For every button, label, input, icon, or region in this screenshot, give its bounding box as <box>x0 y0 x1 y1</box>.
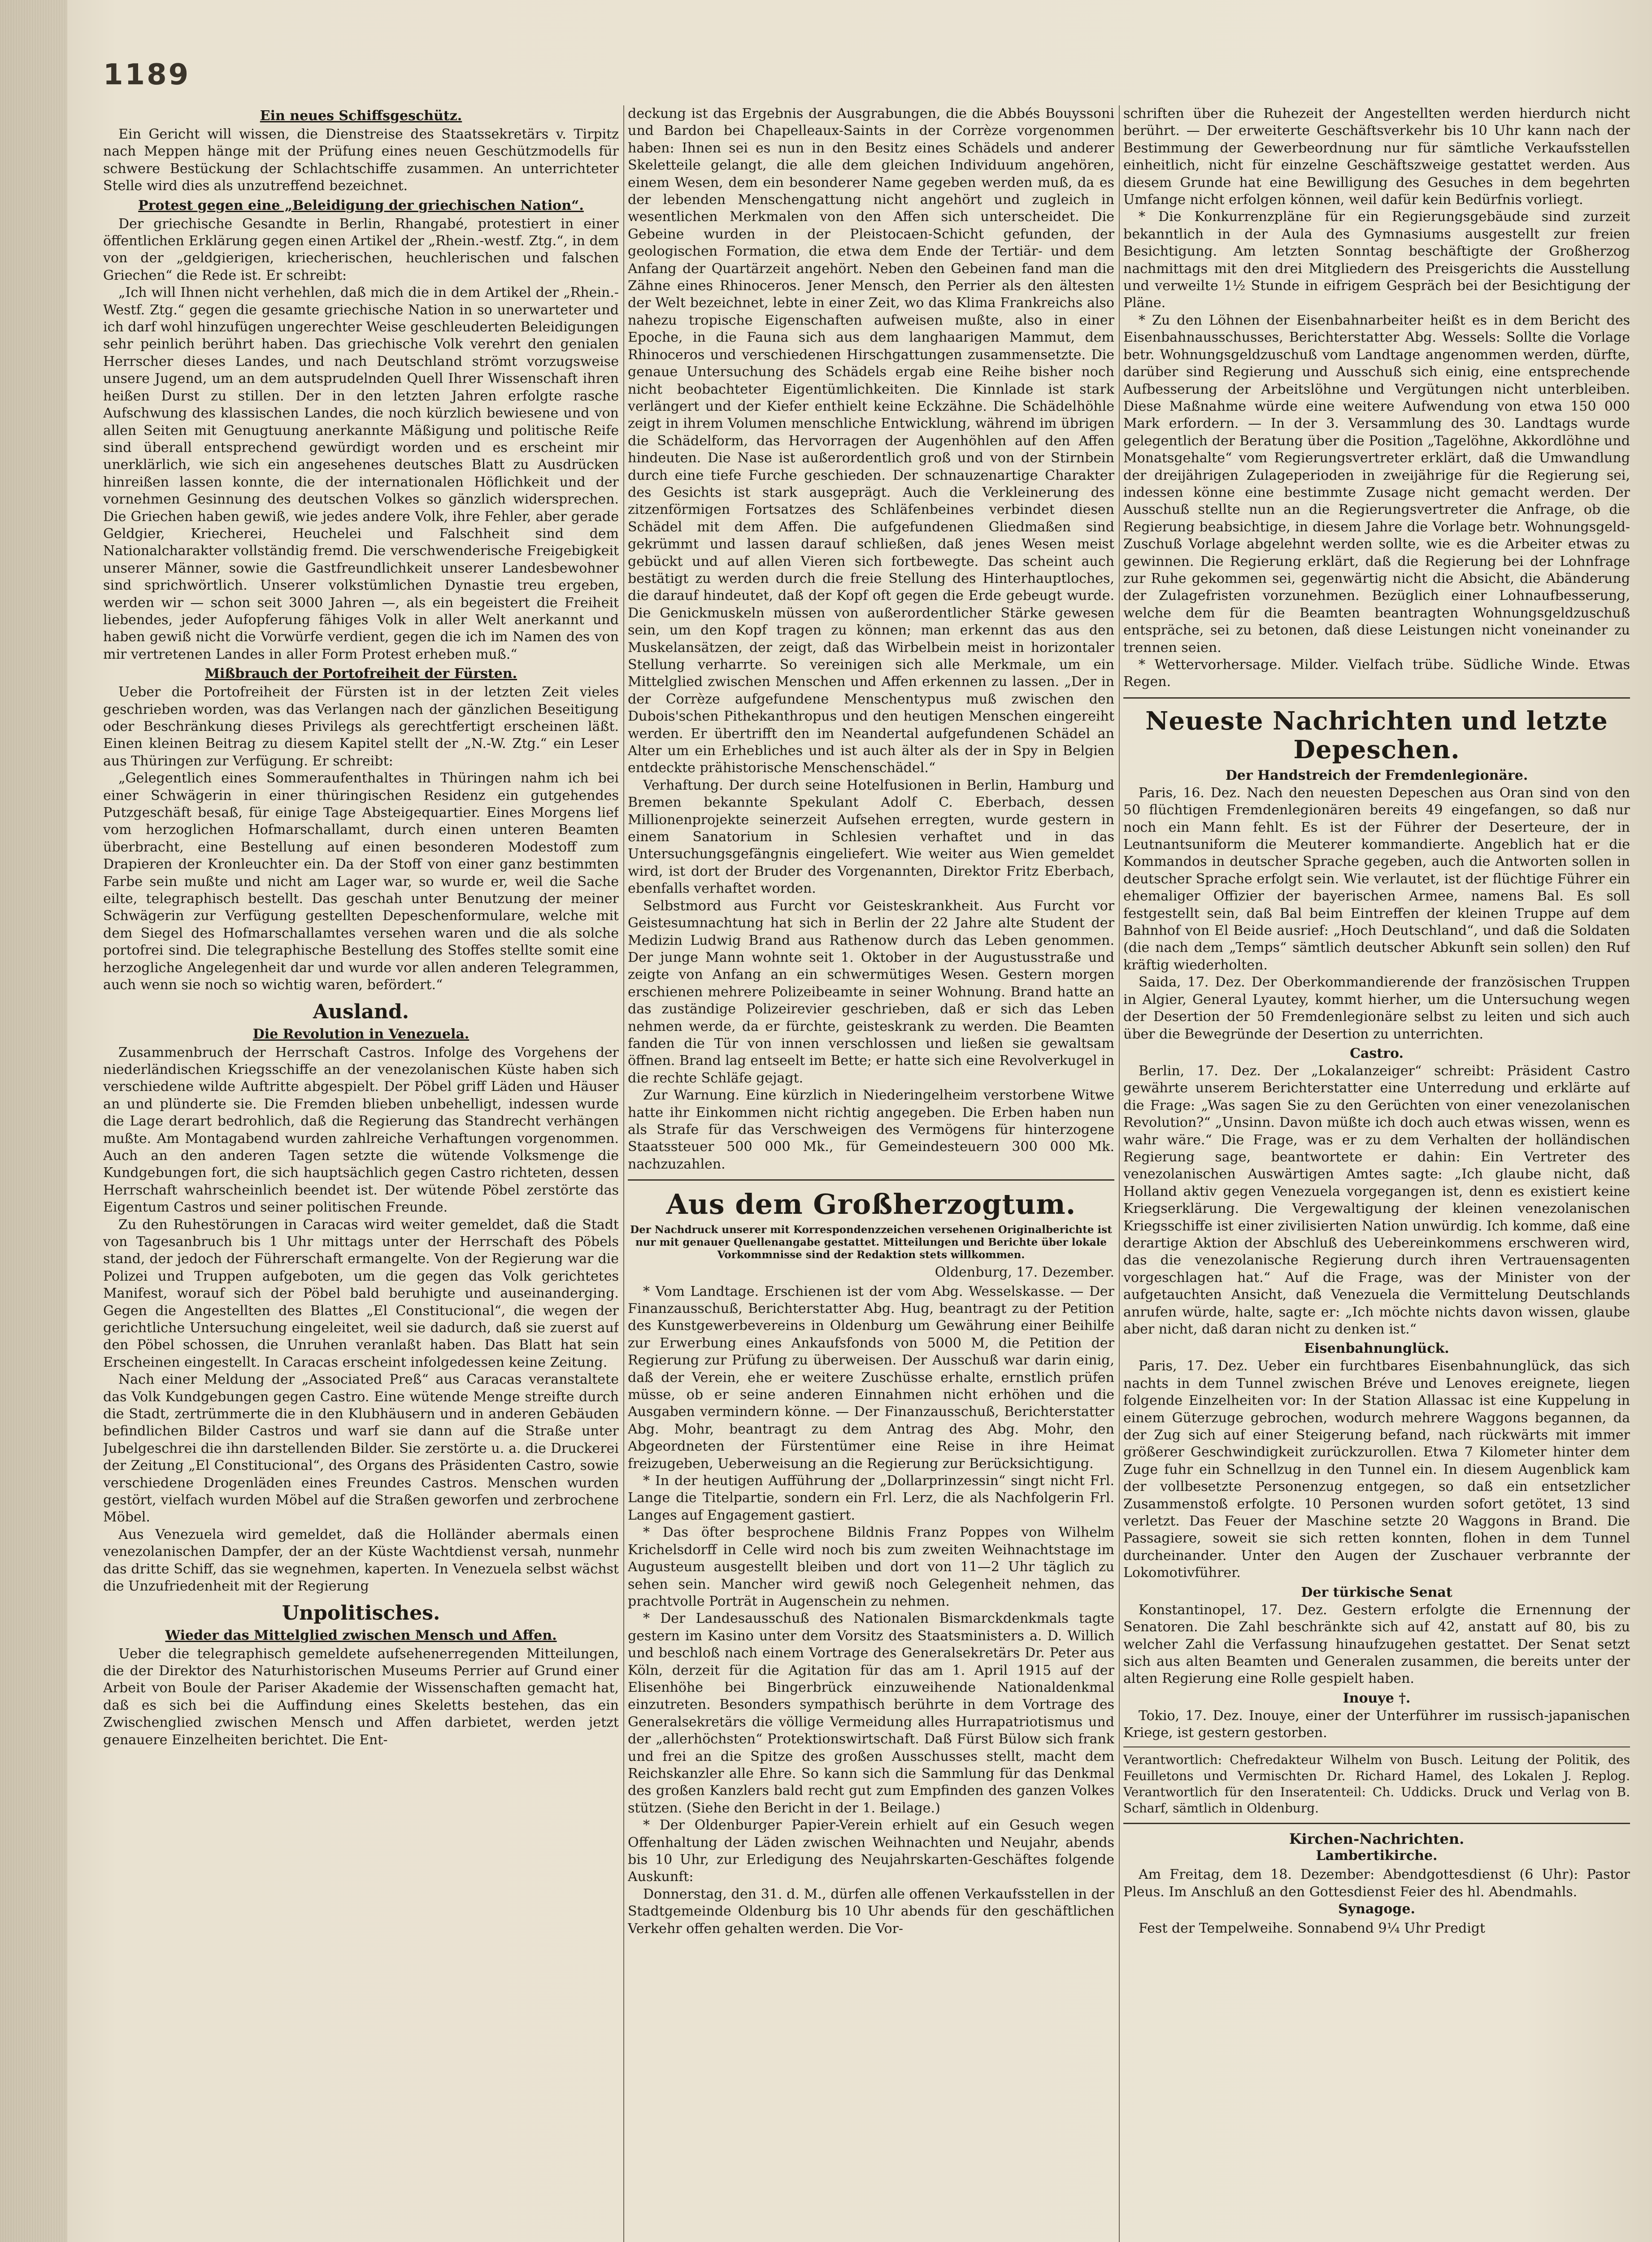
article-text: Paris, 17. Dez. Ueber ein furchtbares Eisenbahnunglück, das sich nachts in dem Tunnel zwischen Bréve und Lenoves ereignete, liegen folgende Einzelheiten vor: In der Station Allassac ist eine Kuppelung in einem Güterzuge gebrochen, wodurch mehrere Waggons begannen, da der Zug sich auf einer Steigerung befand, nach rückwärts mit immer größerer Geschwindigkeit zurückzurollen. Etwa 7 Kilometer hinter dem Zuge fuhr ein Schnellzug in den Tunnel ein. In diesem Augenblick kam der vollbesetzte Personenzug entgegen, so daß ein entsetzlicher Zusammenstoß erfolgte. 10 Personen wurden sofort getötet, 13 sind verletzt. Das Feuer der Maschine setzte 20 Waggons in Brand. Die Passagiere, soweit sie sich retten konnten, flohen in dem Tunnel durcheinander. Unter den Augen der Zuschauer verbrannte der Lokomotivführer. <box>1123 1358 1630 1581</box>
church-name: Lambertikirche. <box>1316 1847 1438 1864</box>
reprint-notice: Der Nachdruck unserer mit Korrespondenzzeichen versehenen Originalberichte ist nur mit genauer Quellenangabe gestattet. Mitteilungen und Berichte über lokale Vorkommnisse sind der Redaktion stets willkommen. <box>630 1224 1112 1261</box>
article-text: Ueber die Portofreiheit der Fürsten ist in der letzten Zeit vieles geschrieben worden, was das Verlangen nach der gänzlichen Beseitigung oder Beschränkung dieses Privilegs als gerechtfertigt erscheinen läßt. Einen kleinen Beitrag zu diesem Kapitel stellt der „N.-W. Ztg.“ ein Leser aus Thüringen zur Verfügung. Er schreibt: <box>103 684 619 769</box>
article-text: Tokio, 17. Dez. Inouye, einer der Unterführer im russisch-japanischen Kriege, ist gestern gestorben. <box>1123 1708 1630 1741</box>
article-title: Castro. <box>1350 1045 1404 1061</box>
column-rule <box>623 105 624 2242</box>
article-text: Ein Gericht will wissen, die Dienstreise des Staatssekretärs v. Tirpitz nach Meppen hänge mit der Prüfung eines neuen Geschützmodells für schwere Bestückung der Schlachtschiffe zusammen. An unterrichteter Stelle wird dies als unzutreffend bezeichnet. <box>103 126 619 194</box>
dateline: Oldenburg, 17. Dezember. <box>935 1264 1114 1281</box>
article-title: Wieder das Mittelglied zwischen Mensch und Affen. <box>165 1627 557 1643</box>
article-text: Donnerstag, den 31. d. M., dürfen alle offenen Verkaufsstellen in der Stadtgemeinde Oldenburg bis 10 Uhr abends für den geschäftlichen Verkehr offen gehalten werden. Die Vor- <box>628 1886 1114 1937</box>
article-text: „Ich will Ihnen nicht verhehlen, daß mich die in dem Artikel der „Rhein.-Westf. Ztg.“ gegen die gesamte griechische Nation in so unerwarteter und ich darf wohl hinzufügen ungerechter Weise geschleuderten Beleidigungen sehr peinlich berührt haben. Das griechische Volk verehrt den genialen Herrscher dieses Landes, und nach Deutschland strömt vorzugsweise unsere Jugend, um an dem autsprudelnden Quell Ihrer Wissenschaft ihren heißen Durst zu stillen. Der in den letzten Jahren erfolgte rasche Aufschwung des klassischen Landes, die noch kürzlich bewiesene und von allen Seiten mit Genugtuung anerkannte Mäßigung und politische Reife sind überall entsprechend gewürdigt worden und es erscheint mir unerklärlich, wie sich ein angesehenes deutsches Blatt zu Ausdrücken hinreißen lassen konnte, die der internationalen Höflichkeit und der vornehmen Gesinnung des deutschen Volkes so gänzlich widersprechen. Die Griechen haben gewiß, wie jedes andere Volk, ihre Fehler, aber gerade Geldgier, Kriecherei, Heuchelei und Falschheit sind dem Nationalcharakter vollständig fremd. Die verschwenderische Freigebigkeit unserer Männer, sowie die Gastfreundlichkeit unserer Landesbewohner sind sprichwörtlich. Unserer volkstümlichen Dynastie treu ergeben, werden wir — schon seit 3000 Jahren —, als ein begeistert die Freiheit liebendes, jeder Aufopferung fähiges Volk in aller Welt anerkannt und haben gewiß nicht die Vorwürfe verdient, gegen die ich im Namen des von mir vertretenen Landes in aller Form Protest erheben muß.“ <box>103 285 619 662</box>
article-title: Ein neues Schiffsgeschütz. <box>260 108 462 124</box>
article-text: * Der Oldenburger Papier-Verein erhielt auf ein Gesuch wegen Offenhaltung der Läden zwischen Weihnachten und Neujahr, abends bis 10 Uhr, zur Erledigung des Neujahrskarten-Geschäftes folgende Auskunft: <box>628 1817 1114 1885</box>
section-divider <box>628 1179 1114 1181</box>
article-title: Mißbrauch der Portofreiheit der Fürsten. <box>204 666 517 682</box>
article-text: * In der heutigen Aufführung der „Dollarprinzessin“ singt nicht Frl. Lange die Titelpartie, sondern ein Frl. Lerz, die als Nachfolgerin Frl. Langes auf Engagement gastiert. <box>628 1473 1114 1523</box>
article-text: Konstantinopel, 17. Dez. Gestern erfolgte die Ernennung der Senatoren. Die Zahl beschränkte sich auf 42, anstatt auf 80, bis zu welcher Zahl die Verfassung hinaufzugehen gestattet. Der Senat setzt sich aus alten Beamten und Generalen zusammen, die bereits unter der alten Regierung eine Rolle gespielt haben. <box>1123 1602 1630 1687</box>
section-divider <box>1123 697 1630 699</box>
section-heading-neueste-nachrichten: Neueste Nachrichten und letzte Depeschen. <box>1145 706 1608 765</box>
article-title: Der Handstreich der Fremdenlegionäre. <box>1225 767 1528 783</box>
article-text: Aus Venezuela wird gemeldet, daß die Holländer abermals einen venezolanischen Dampfer, der an der Küste Wachtdienst versah, nunmehr das dritte Schiff, das sie wegnehmen, kaperten. In Venezuela selbst wächst die Unzufriedenheit mit der Regierung <box>103 1526 619 1595</box>
column-2 <box>628 105 1114 2242</box>
article-text: schriften über die Ruhezeit der Angestellten werden hierdurch nicht berührt. — Der erweiterte Geschäftsverkehr bis 10 Uhr kann nach der Bestimmung der Gewerbeordnung nur für sämtliche Verkaufsstellen einheitlich, nicht für einzelne Geschäftszweige gestattet werden. Aus diesem Grunde hat eine Bewilligung des Gesuches in dem begehrten Umfange nicht erfolgen können, weil dafür kein Bedürfnis vorliegt. <box>1123 106 1630 208</box>
section-heading-unpolitisches: Unpolitisches. <box>282 1601 440 1625</box>
article-text: * Vom Landtage. Erschienen ist der vom Abg. Wesselskasse. — Der Finanzausschuß, Berichterstatter Abg. Hug, beantragt zu der Petition des Kunstgewerbevereins in Oldenburg um Gewährung einer Beihilfe zur Erwerbung eines Ankaufsfonds von 5000 M, die Petition der Regierung zur Prüfung zu überweisen. Der Ausschuß war darin einig, daß der Verein, ehe er weitere Zuschüsse erhalte, ernstlich prüfen müsse, ob er seine anderen Einnahmen nicht erhöhen und die Ausgaben vermindern könne. — Der Finanzausschuß, Berichterstatter Abg. Mohr, beantragt zu dem Antrag des Abg. Mohr, den Abgeordneten der Fürstentümer eine Reise in ihre Heimat freizugeben, Ueberweisung an die Regierung zur Berücksichtigung. <box>628 1283 1114 1472</box>
synagogue-title: Synagoge. <box>1338 1901 1415 1917</box>
article-text: deckung ist das Ergebnis der Ausgrabungen, die die Abbés Bouyssoni und Bardon bei Chapelleaux-Saints in der Corrèze vorgenommen haben: Ihnen sei es nun in den Besitz eines Schädels und anderer Skeletteile gelangt, die alle dem gleichen Individuum angehören, einem Wesen, dem ein besonderer Name gegeben werden muß, da es der lebenden Menschengattung nicht angehört und zugleich in wesentlichen Merkmalen von den Affen sich unterscheidet. Die Gebeine wurden in der Pleistocaen-Schicht gefunden, der geologischen Formation, die etwa dem Ende der Tertiär- und dem Anfang der Quartärzeit angehört. Neben den Gebeinen fand man die Zähne eines Rhinoceros. Jener Mensch, den Perrier als den ältesten der Welt bezeichnet, lebte in einer Zeit, wo das Klima Frankreichs also nahezu tropische Eigenschaften aufweisen mußte, also in einer Epoche, in die Fauna sich aus dem langhaarigen Mammut, dem Rhinoceros und verschiedenen Hirschgattungen zusammensetzte. Die genaue Untersuchung des Schädels ergab eine Reihe bisher noch nicht beobachteter Eigentümlichkeiten. Die Kinnlade ist stark verlängert und der Kiefer enthielt keine Eckzähne. Die Schädelhöhle zeigt in ihrem Volumen menschliche Entwicklung, während im übrigen die Schädelform, das Hervorragen der Augenhöhlen auf den Affen hindeuten. Die Nase ist außerordentlich groß und von der Stirnbein durch eine tiefe Furche geschieden. Der schnauzenartige Charakter des Gesichts ist stark ausgeprägt. Auch die Verkleinerung des zitzenförmigen Fortsatzes des Schläfenbeines verbindet diesen Schädel mit dem Affen. Die aufgefundenen Gliedmaßen sind gekrümmt und lassen darauf schließen, daß jenes Wesen meist gebückt und auf allen Vieren sich fortbewegte. Das scheint auch bestätigt zu werden durch die freie Stellung des Hinterhauptloches, die darauf hindeutet, daß der Kopf oft gegen die Erde gebeugt wurde. Die Genickmuskeln müssen von außerordentlicher Stärke gewesen sein, um den Kopf tragen zu können; man erkennt das aus den Muskelansätzen, der zeigt, daß das Wirbelbein meist in horizontaler Stellung verharrte. So vereinigen sich alle Merkmale, um ein Mittelglied zwischen Menschen und Affen erkennen zu lassen. „Der in der Corrèze aufgefundene Menschentypus muß zwischen den Dubois'schen Pithekanthropus und den heutigen Menschen eingereiht werden. Er übertrifft den im Neandertal aufgefundenen Schädel an Alter um ein Erhebliches und ist auch älter als der in Spy in Belgien entdeckte prähistorische Menschenschädel.“ <box>628 106 1114 776</box>
article-title: Der türkische Senat <box>1301 1584 1452 1600</box>
article-text: Paris, 16. Dez. Nach den neuesten Depeschen aus Oran sind von den 50 flüchtigen Fremdenlegionären bereits 49 eingefangen, so daß nur noch ein Mann fehlt. Es ist der Führer der Deserteure, der in Leutnantsuniform die Meuterer kommandierte. Angeblich hat er die Kommandos in deutscher Sprache gegeben, auch die Antworten sollen in deutscher Sprache erfolgt sein. Wie verlautet, ist der flüchtige Führer ein ehemaliger Offizier der bayerischen Armee, namens Bal. Es soll festgestellt sein, daß Bal beim Eintreffen der kleinen Truppe auf dem Bahnhof von El Beide ausrief: „Hoch Deutschland“, und daß die Soldaten (die nach dem „Temps“ sämtlich deutscher Abkunft sein sollen) den Ruf kräftig wiederholten. <box>1123 785 1630 973</box>
church-service-text: Am Freitag, dem 18. Dezember: Abendgottesdienst (6 Uhr): Pastor Pleus. Im Anschluß an den Gottesdienst Feier des hl. Abendmahls. <box>1123 1867 1630 1900</box>
article-title: Protest gegen eine „Beleidigung der griechischen Nation“. <box>138 197 584 213</box>
binding-spine <box>0 0 67 2242</box>
article-text: Der griechische Gesandte in Berlin, Rhangabé, protestiert in einer öffentlichen Erklärung gegen einen Artikel der „Rhein.-westf. Ztg.“, in dem von der „geldgierigen, kriecherischen, heuchlerischen und falschen Griechen“ die Rede ist. Er schreibt: <box>103 216 619 283</box>
article-text: Verhaftung. Der durch seine Hotelfusionen in Berlin, Hamburg und Bremen bekannte Spekulant Adolf C. Eberbach, dessen Millionenprojekte seinerzeit Aufsehen erregten, wurde gestern in einem Sanatorium in Schlesien verhaftet und in das Untersuchungsgefängnis eingeliefert. Wie weiter aus Wien gemeldet wird, ist dort der Bruder des Vorgenannten, Direktor Fritz Eberbach, ebenfalls verhaftet worden. <box>628 777 1114 897</box>
article-text: * Wettervorhersage. Milder. Vielfach trübe. Südliche Winde. Etwas Regen. <box>1123 657 1630 690</box>
article-text: Berlin, 17. Dez. Der „Lokalanzeiger“ schreibt: Präsident Castro gewährte unserem Berichterstatter eine Unterredung und erklärte auf die Frage: „Was sagen Sie zu den Gerüchten von einer venezolanischen Revolution?“ „Unsinn. Davon müßte ich doch auch etwas wissen, wenn es wahr wäre.“ Die Frage, was er zu dem Verhalten der holländischen Regierung sage, beantwortete er dahin: Ein Vertreter des venezolanischen Auswärtigen Amtes sagte: „Ich glaube nicht, daß Holland aktiv gegen Venezuela vorgegangen ist, denn es existiert keine Kriegserklärung. Die Vergewaltigung der kleinen venezolanischen Kriegsschiffe ist einer zivilisierten Nation unwürdig. Ich komme, daß eine derartige Aktion der Abschluß des Uebereinkommens erschweren wird, das die venezolanische Regierung durch ihren Vertrauensagenten vorgeschlagen hat.“ Auf die Frage, was der Minister von der aufgetauchten Ansicht, daß Venezuela die Vermittelung Deutschlands anrufen würde, halte, sagte er: „Ich möchte nichts davon wissen, glaube aber nicht, daß daran nicht zu denken ist.“ <box>1123 1063 1630 1337</box>
column-rule <box>1119 105 1120 2242</box>
article-text: * Die Konkurrenzpläne für ein Regierungsgebäude sind zurzeit bekanntlich in der Aula des Gymnasiums ausgestellt zur freien Besichtigung. Am letzten Sonntag beschäftigte der Großherzog nachmittags mit den drei Mitgliedern des Preisgerichts die Ausstellung und verweilte 1½ Stunde in eifrigem Gespräch bei der Besichtigung der Pläne. <box>1123 209 1630 311</box>
article-text: * Zu den Löhnen der Eisenbahnarbeiter heißt es in dem Bericht des Eisenbahnausschusses, Berichterstatter Abg. Wessels: Sollte die Vorlage betr. Wohnungsgeldzuschuß vom Landtage angenommen werden, dürfte, darüber sind Regierung und Ausschuß sich einig, eine entsprechende Aufbesserung der Arbeitslöhne und Vergütungen nicht unterbleiben. Diese Maßnahme würde eine weitere Aufwendung von etwa 150 000 Mark erfordern. — In der 3. Versammlung des 30. Landtags wurde gelegentlich der Beratung über die Position „Tagelöhne, Akkordlöhne und Monatsgehalte“ vom Regierungsvertreter erklärt, daß die Umwandlung der dreijährigen Zulageperioden in zweijährige für die Regierung sei, indessen könne eine bestimmte Zusage nicht gemacht werden. Der Ausschuß stellte nun an die Regierungsvertreter die Anfrage, ob die Regierung beabsichtige, in diesem Jahre die Vorlage betr. Wohnungsgeld-Zuschuß Vorlage abgelehnt werden sollte, wie es die Arbeiter etwas zu gewinnen. Die Regierung erklärt, daß die Regierung bei der Lohnfrage zur Ruhe gekommen sei, gegenwärtig nicht die Absicht, die Abänderung der Zulagefristen vorzunehmen. Bezüglich einer Lohnaufbesserung, welche dem für die Beamten beantragten Wohnungsgeldzuschuß entspräche, sei zu betonen, daß diese Leistungen nicht voneinander zu trennen seien. <box>1123 312 1630 656</box>
synagogue-service-text: Fest der Tempelweihe. Sonnabend 9¼ Uhr Predigt <box>1139 1920 1486 1936</box>
article-text: Zusammenbruch der Herrschaft Castros. Infolge des Vorgehens der niederländischen Kriegsschiffe an der venezolanischen Küste haben sich verschiedene wilde Auftritte abgespielt. Der Pöbel griff Läden und Häuser an und plünderte sie. Die Fremden blieben unbehelligt, indessen wurde die Lage derart bedrohlich, daß die Regierung das Standrecht verhängen mußte. Am Montagabend wurden zahlreiche Verhaftungen vorgenommen. Auch an den anderen Tagen setzte die wütende Volksmenge die Kundgebungen fort, die sich hauptsächlich gegen Castro richteten, dessen Herrschaft wahrscheinlich beendet ist. Der wütende Pöbel zerstörte das Eigentum Castros und seiner politischen Freunde. <box>103 1044 619 1216</box>
column-3 <box>1123 105 1630 2242</box>
article-text: * Das öfter besprochene Bildnis Franz Poppes von Wilhelm Krichelsdorff in Celle wird noch bis zum zweiten Weihnachtstage im Augusteum ausgestellt bleiben und dort von 11—2 Uhr täglich zu sehen sein. Mancher wird gewiß noch Gelegenheit nehmen, das prachtvolle Porträt in Augenschein zu nehmen. <box>628 1525 1114 1609</box>
church-news-title: Kirchen-Nachrichten. <box>1289 1830 1465 1847</box>
article-text: Selbstmord aus Furcht vor Geisteskrankheit. Aus Furcht vor Geistesumnachtung hat sich in Berlin der 22 Jahre alte Student der Medizin Ludwig Brand aus Rathenow durch das Leben genommen. Der junge Mann wohnte seit 1. Oktober in der Augustusstraße und zeigte von Anfang an ein schwermütiges Wesen. Gestern morgen erschienen mehrere Polizeibeamte in seiner Wohnung. Brand hatte an das zuständige Polizeirevier geschrieben, daß er sich das Leben nehmen werde, da er fürchte, geisteskrank zu werden. Die Beamten fanden die Tür von innen verschlossen und ließen sie gewaltsam öffnen. Brand lag entseelt im Bette; er hatte sich eine Revolverkugel in die rechte Schläfe gejagt. <box>628 898 1114 1086</box>
section-divider <box>1123 1823 1630 1824</box>
page-number: 1189 <box>103 58 191 91</box>
article-title: Die Revolution in Venezuela. <box>252 1026 470 1042</box>
imprint: Verantwortlich: Chefredakteur Wilhelm von Busch. Leitung der Politik, des Feuilletons und Vermischten Dr. Richard Hamel, des Lokalen J. Replog. Verantwortlich für den Inseratenteil: Ch. Uddicks. Druck und Verlag von B. Scharf, sämtlich in Oldenburg. <box>1123 1752 1630 1816</box>
article-text: Saida, 17. Dez. Der Oberkommandierende der französischen Truppen in Algier, General Lyautey, kommt hierher, um die Untersuchung wegen der Desertion der 50 Fremdenlegionäre selbst zu leiten und sich auch über die Bewegründe der Desertion zu unterrichten. <box>1123 974 1630 1042</box>
article-title: Inouye †. <box>1343 1690 1411 1706</box>
column-1 <box>103 105 619 2242</box>
article-text: Zur Warnung. Eine kürzlich in Niederingelheim verstorbene Witwe hatte ihr Einkommen nicht richtig angegeben. Die Erben haben nun als Strafe für das Verschweigen des Vermögens für hinterzogene Staatssteuer 500 000 Mk., für Gemeindesteuern 300 000 Mk. nachzuzahlen. <box>628 1087 1114 1172</box>
article-text: Zu den Ruhestörungen in Caracas wird weiter gemeldet, daß die Stadt von Tagesanbruch bis 1 Uhr mittags unter der Herrschaft des Pöbels stand, der jedoch der Führerschaft ermangelte. Von der Regierung war die Polizei und Truppen aufgeboten, um die gegen das Volk gerichtetes Manifest, worauf sich der Pöbel bald beruhigte und auseinanderging. Gegen die Angestellten des Blattes „El Constitucional“, die wegen der gerichtliche Untersuchung eingeleitet, weil sie dadurch, daß sie zuerst auf den Pöbel schossen, die Unruhen veranlaßt haben. Das Blatt hat sein Erscheinen eingestellt. In Caracas erscheint infolgedessen keine Zeitung. <box>103 1217 619 1370</box>
article-text: Ueber die telegraphisch gemeldete aufsehenerregenden Mitteilungen, die der Direktor des Naturhistorischen Museums Perrier auf Grund einer Arbeit von Boule der Pariser Akademie der Wissenschaften gemacht hat, daß es sich bei die Auffindung eines Skeletts bestehen, das ein Zwischenglied zwischen Mensch und Affen darbietet, werden jetzt genauere Einzelheiten berichtet. Die Ent- <box>103 1646 619 1748</box>
article-text: * Der Landesausschuß des Nationalen Bismarckdenkmals tagte gestern im Kasino unter dem Vorsitz des Staatsministers a. D. Willich und beschloß nach einem Vortrage des Generalsekretärs Dr. Peter aus Köln, derzeit für die Agitation für das am 1. April 1915 auf der Elisenhöhe bei Bingerbrück einzuweihende Nationaldenkmal einzutreten. Besonders sympathisch berührte in dem Vortrage des Generalsekretärs die völlige Vermeidung alles Hurrapatriotismus und der „allerhöchsten“ Protektionswirtschaft. Daß Fürst Bülow sich frank und frei an die Spitze des großen Ausschusses stellt, macht dem Reichskanzler alle Ehre. So kann sich die Sammlung für das Denkmal des großen Kanzlers bald recht gut zum Empfinden des ganzen Volkes stützen. (Siehe den Bericht in der 1. Beilage.) <box>628 1611 1114 1816</box>
article-text: Nach einer Meldung der „Associated Preß“ aus Caracas veranstaltete das Volk Kundgebungen gegen Castro. Eine wütende Menge streifte durch die Stadt, zertrümmerte die in den Klubhäusern und in anderen Gebäuden befindlichen Bilder Castros und warf sie dann auf die Straße unter Jubelgeschrei die ihn darstellenden Bilder. Sie zerstörte u. a. die Druckerei der Zeitung „El Constitucional“, des Organs des Präsidenten Castro, sowie verschiedene Drogenläden eines Freundes Castros. Menschen wurden gestört, vielfach wurden Möbel auf die Straßen geworfen und zerbrochene Möbel. <box>103 1372 619 1525</box>
article-title: Eisenbahnunglück. <box>1304 1341 1449 1357</box>
article-text: „Gelegentlich eines Sommeraufenthaltes in Thüringen nahm ich bei einer Schwägerin in einer thüringischen Residenz ein gutgehendes Putzgeschäft besaß, für einige Tage Absteigequartier. Eines Morgens lief vom herzoglichen Hofmarschallamt, durch einen unteren Beamten überbracht, eine Bestellung auf einen besonderen Modestoff zum Drapieren der Kronleuchter ein. Da der Stoff von einer ganz bestimmten Farbe sein mußte und nicht am Lager war, so wurde er, weil die Sache eilte, telegraphisch bestellt. Das geschah unter Benutzung der meiner Schwägerin zur Verfügung gestellten Depeschenformulare, welche mit dem Siegel des Hofmarschallamtes versehen waren und die als solche portofrei sind. Die telegraphische Bestellung des Stoffes stellte somit eine herzogliche Angelegenheit dar und wurde vor allen anderen Telegrammen, auch wenn sie noch so wichtig waren, befördert.“ <box>103 770 619 993</box>
section-heading-ausland: Ausland. <box>313 1000 409 1023</box>
section-heading-grossherzogtum: Aus dem Großherzogtum. <box>666 1188 1076 1221</box>
